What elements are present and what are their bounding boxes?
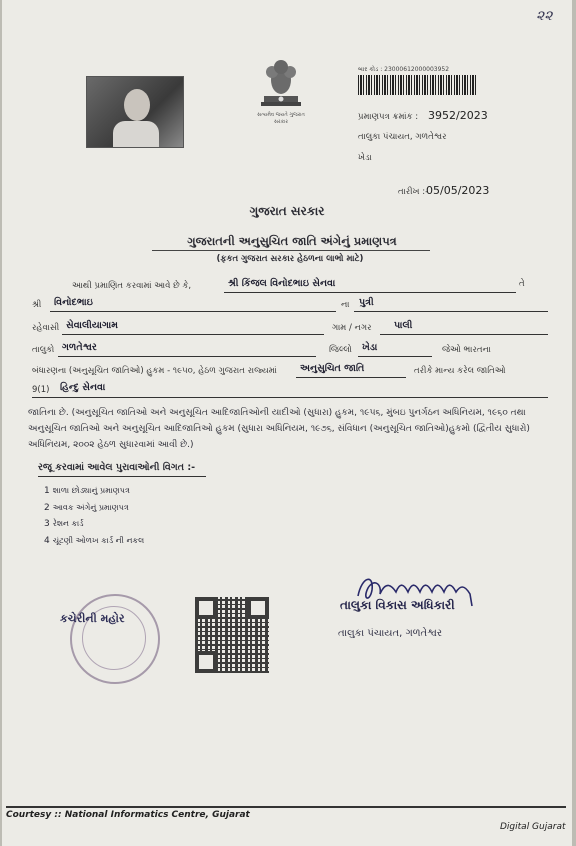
signatory-title: તાલુકા વિકાસ અધિકારી xyxy=(340,598,455,612)
office-seal xyxy=(70,594,160,684)
district-label: જિલ્લો xyxy=(329,345,352,355)
taluka-label: તાલુકો xyxy=(32,345,55,355)
certificate-title: ગુજરાતની અનુસુચિત જાતિ અંગેનું પ્રમાણપત્ર xyxy=(187,234,397,248)
signatory-office: તાલુકા પંચાયત, ગળતેશ્વર xyxy=(338,628,443,639)
relation: પુત્રી xyxy=(359,297,374,308)
applicant-photo xyxy=(86,76,184,148)
district: ખેડા xyxy=(362,342,378,353)
state-label: જેઓ ભારતના xyxy=(442,345,491,355)
barcode-label: બાર કોડ : 23000612000003952 xyxy=(358,66,450,73)
te-label: તે xyxy=(519,279,525,289)
seal-label: કચેરીની મહોર xyxy=(60,612,125,625)
constitution-text: બંધારણના (અનુસૂચિત જાતિઓ) હુકમ - ૧૯૫૦, હેઠળ ગુજરાત રાજ્યમાં xyxy=(32,366,277,376)
legal-paragraph: જાતિના છે. (અનુસૂચિત જાતિઓ અને અનુસૂચિત આદિજાતિઓની યાદીઓ (સુધારા) હુકમ, ૧૯૫૬, મુંબઇ પુનર્ગઠન અધિનિયમ, ૧૯૬૦ તથા અનુસૂચિત જાતિઓ અને અનુસૂચિત આદિજાતિઓ હુકમ (સુધારા અધિનિયમ, ૧૯૭૬, સંવિધાન (અનુસૂચિત જાતિઓ)હુકમો (દ્વિતીય સુધારો) અધિનિયમ, ૨૦૦૨ હેઠળ સુધારવામાં આવી છે.) xyxy=(28,408,530,450)
father-name: વિનોદભાઇ xyxy=(54,297,93,308)
resident-label: રહેવાસી xyxy=(32,323,60,333)
na-label: ના xyxy=(341,300,350,310)
village: પાલી xyxy=(394,320,413,331)
date-label: તારીખ :- xyxy=(398,187,429,197)
resident-place: સેવાલીયાગામ xyxy=(66,320,118,331)
document-item: 1 શાળા છોડ્યાનું પ્રમાણપત્ર xyxy=(44,486,130,496)
document-item: 3 રેશન કાર્ડ xyxy=(44,519,84,529)
header-office: તાલુકા પંચાયત, ગળતેશ્વર xyxy=(358,132,447,142)
brand-label: Digital Gujarat xyxy=(500,822,566,832)
government-title: ગુજરાત સરકાર xyxy=(249,204,325,218)
header-district: ખેડા xyxy=(358,153,372,163)
taluka: ગળતેશ્વર xyxy=(62,342,97,353)
caste-name: હિન્દુ સેનવા xyxy=(60,382,106,393)
caste-category: અનુસુચિત જાતિ xyxy=(300,363,365,374)
applicant-name: શ્રી કિંજલ વિનોદભાઇ સેનવા xyxy=(228,278,336,289)
serial-no: 9(1) xyxy=(32,385,50,395)
barcode xyxy=(358,75,476,95)
national-emblem-icon xyxy=(256,58,306,110)
certificate-subtitle: (ફકત ગુજરાત સરકાર હેઠળના લાભો માટે) xyxy=(216,254,364,264)
cert-no-label: પ્રમાણપત્ર ક્રમાંક : xyxy=(358,112,419,122)
page-number: ૨૨ xyxy=(536,8,553,24)
emblem-caption: સત્યમેવ જયતે ગુજરાત સરકાર xyxy=(257,112,305,125)
certify-label: આથી પ્રમાણિત કરવામાં આવે છે કે, xyxy=(72,281,192,291)
footer-rule xyxy=(6,806,566,808)
title-underline xyxy=(152,250,430,251)
documents-title: રજૂ કરવામાં આવેલ પુરાવાઓની વિગત :- xyxy=(38,462,196,473)
courtesy-note: Courtesy :: National Informatics Centre, Gujarat xyxy=(6,810,250,820)
shri-label: શ્રી xyxy=(32,300,42,310)
issue-date: 05/05/2023 xyxy=(426,184,490,197)
village-label: ગામ / નગર xyxy=(332,323,372,333)
documents-underline xyxy=(38,476,206,477)
cert-no: 3952/2023 xyxy=(428,109,488,122)
recognized-label: તરીકે માન્ય કરેલ જાતિઓ xyxy=(414,366,506,376)
document-item: 4 ચૂંટણી ઓળખ કાર્ડ ની નકલ xyxy=(44,536,145,546)
document-item: 2 આવક અંગેનું પ્રમાણપત્ર xyxy=(44,503,129,513)
certificate-page xyxy=(2,0,572,846)
qr-code xyxy=(195,597,269,673)
